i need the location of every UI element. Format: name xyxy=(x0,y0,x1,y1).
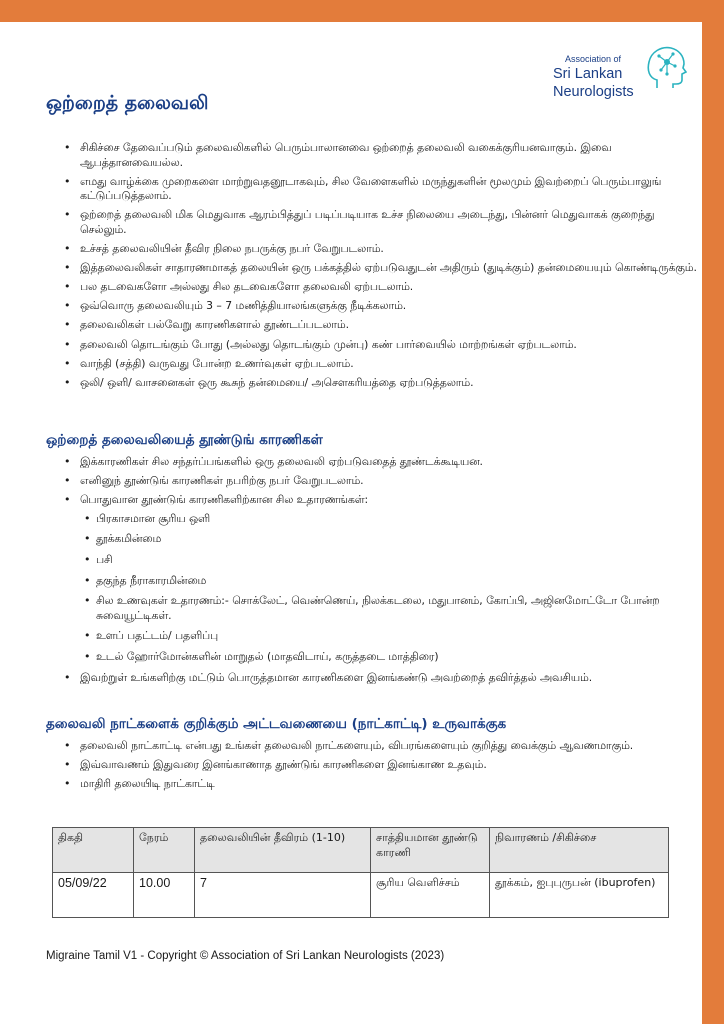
example-item: • பிரகாசமான சூரிய ஒளி xyxy=(84,512,698,527)
example-item: • பசி xyxy=(84,553,698,568)
right-accent-bar xyxy=(702,0,724,1024)
section3-list xyxy=(58,739,698,796)
cell-relief: தூக்கம், ஐபுபுருபன் (ibuprofen) xyxy=(490,873,669,918)
list-item: • தலைவலி தொடங்கும் போது (அல்லது தொடங்கும் முன்பு) கண் பார்வையில் மாற்றங்கள் ஏற்படலாம். xyxy=(58,338,698,353)
head-neuron-icon xyxy=(643,44,687,90)
list-item: • வாந்தி (சத்தி) வருவது போன்ற உணர்வுகள் ஏற்படலாம். xyxy=(58,357,698,372)
logo-line-1: Association of xyxy=(565,54,622,64)
logo-line-3: Neurologists xyxy=(553,84,634,100)
list-item: • சிகிச்சை தேவைப்படும் தலைவலிகளில் பெரும்பாலானவை ஒற்றைத் தலைவலி வகைக்குரியனவாகும். இவை ஆபத்தானவையல்ல. xyxy=(58,141,698,170)
header-severity: தலைவலியின் தீவிரம் (1-10) xyxy=(195,828,371,873)
section2-heading: ஒற்றைத் தலைவலியைத் தூண்டுங் காரணிகள் xyxy=(46,432,323,448)
example-item: • தூக்கமின்மை xyxy=(84,532,698,547)
example-item: • சில உணவுகள் உதாரணம்:- சொக்லேட், வெண்ணெய், நிலக்கடலை, மதுபானம், கோப்பி, அஜினமோட்டோ போன்ற சுவையூட்டிகள். xyxy=(84,594,698,623)
example-item: • உளப் பதட்டம்/ பதளிப்பு xyxy=(84,629,698,644)
list-item: • தலைவலி நாட்காட்டி என்பது உங்கள் தலைவலி நாட்களையும், விபரங்களையும் குறித்து வைக்கும் ஆவணமாகும். xyxy=(58,739,698,754)
list-item: • இவற்றுள் உங்களிற்கு மட்டும் பொருத்தமான காரணிகளை இனங்கண்டு அவற்றைத் தவிர்த்தல் அவசியம். xyxy=(58,671,698,686)
section3-heading: தலைவலி நாட்களைக் குறிக்கும் அட்டவணையை (நாட்காட்டி) உருவாக்குக xyxy=(46,716,507,732)
section1-list xyxy=(58,141,698,395)
list-item: • ஒவ்வொரு தலைவலியும் 3 – 7 மணித்தியாலங்களுக்கு நீடிக்கலாம். xyxy=(58,299,698,314)
header-relief: நிவாரணம் /சிகிச்சை xyxy=(490,828,669,873)
headache-diary-table xyxy=(52,827,669,918)
header-trigger: சாத்தியமான தூண்டு காரணி xyxy=(371,828,490,873)
example-item: • தகுந்த நீராகாரமின்மை xyxy=(84,574,698,589)
cell-time: 10.00 xyxy=(134,873,195,918)
table-row xyxy=(53,873,669,918)
examples-list xyxy=(84,512,698,665)
cell-date: 05/09/22 xyxy=(53,873,134,918)
logo-line-2: Sri Lankan xyxy=(553,66,623,82)
list-item: • தலைவலிகள் பல்வேறு காரணிகளால் தூண்டப்படலாம். xyxy=(58,318,698,333)
top-accent-bar xyxy=(0,0,724,22)
table-header-row xyxy=(53,828,669,873)
header-time: நேரம் xyxy=(134,828,195,873)
example-item: • உடல் ஹோர்மோன்களின் மாறுதல் (மாதவிடாய், கருத்தடை மாத்திரை) xyxy=(84,650,698,665)
list-item: • இவ்வாவணம் இதுவரை இனங்காணாத தூண்டுங் காரணிகளை இனங்காண உதவும். xyxy=(58,758,698,773)
list-item xyxy=(58,493,698,664)
list-item: • உச்சத் தலைவலியின் தீவிர நிலை நபருக்கு நபர் வேறுபடலாம். xyxy=(58,242,698,257)
list-item: • இக்காரணிகள் சில சந்தர்ப்பங்களில் ஒரு தலைவலி ஏற்படுவதைத் தூண்டக்கூடியன. xyxy=(58,455,698,470)
cell-trigger: சூரிய வெளிச்சம் xyxy=(371,873,490,918)
list-item: • இத்தலைவலிகள் சாதாரணமாகத் தலையின் ஒரு பக்கத்தில் ஏற்படுவதுடன் அதிரும் (துடிக்கும்) தன்மையையும் கொண்டிருக்கும். xyxy=(58,261,698,276)
list-item: • பல தடவைகளோ அல்லது சில தடவைகளோ தலைவலி ஏற்படலாம். xyxy=(58,280,698,295)
list-item: • எமது வாழ்க்கை முறைகளை மாற்றுவதனூடாகவும், சில வேளைகளில் மருந்துகளின் மூலமும் இவற்றைப் பெரும்பாலுங் கட்டுப்படுத்தலாம். xyxy=(58,175,698,204)
section2-list xyxy=(58,455,698,690)
list-item-text: பொதுவான தூண்டுங் காரணிகளிற்கான சில உதாரணங்கள்: xyxy=(80,493,369,507)
page-title: ஒற்றைத் தலைவலி xyxy=(46,92,209,114)
list-item: • ஒலி/ ஒளி/ வாசனைகள் ஒரு கூசுந் தன்மையை/ அசௌகரியத்தை ஏற்படுத்தலாம். xyxy=(58,376,698,391)
list-item: • எனினுந் தூண்டுங் காரணிகள் நபரிற்கு நபர் வேறுபடலாம். xyxy=(58,474,698,489)
cell-severity: 7 xyxy=(195,873,371,918)
list-item: • மாதிரி தலையிடி நாட்காட்டி xyxy=(58,777,698,792)
footer-copyright: Migraine Tamil V1 - Copyright © Association of Sri Lankan Neurologists (2023) xyxy=(46,950,445,962)
logo xyxy=(553,42,693,108)
list-item: • ஒற்றைத் தலைவலி மிக மெதுவாக ஆரம்பித்துப் படிப்படியாக உச்ச நிலையை அடைந்து, பின்னர் மெதுவாகக் குறைந்து செல்லும். xyxy=(58,208,698,237)
header-date: திகதி xyxy=(53,828,134,873)
